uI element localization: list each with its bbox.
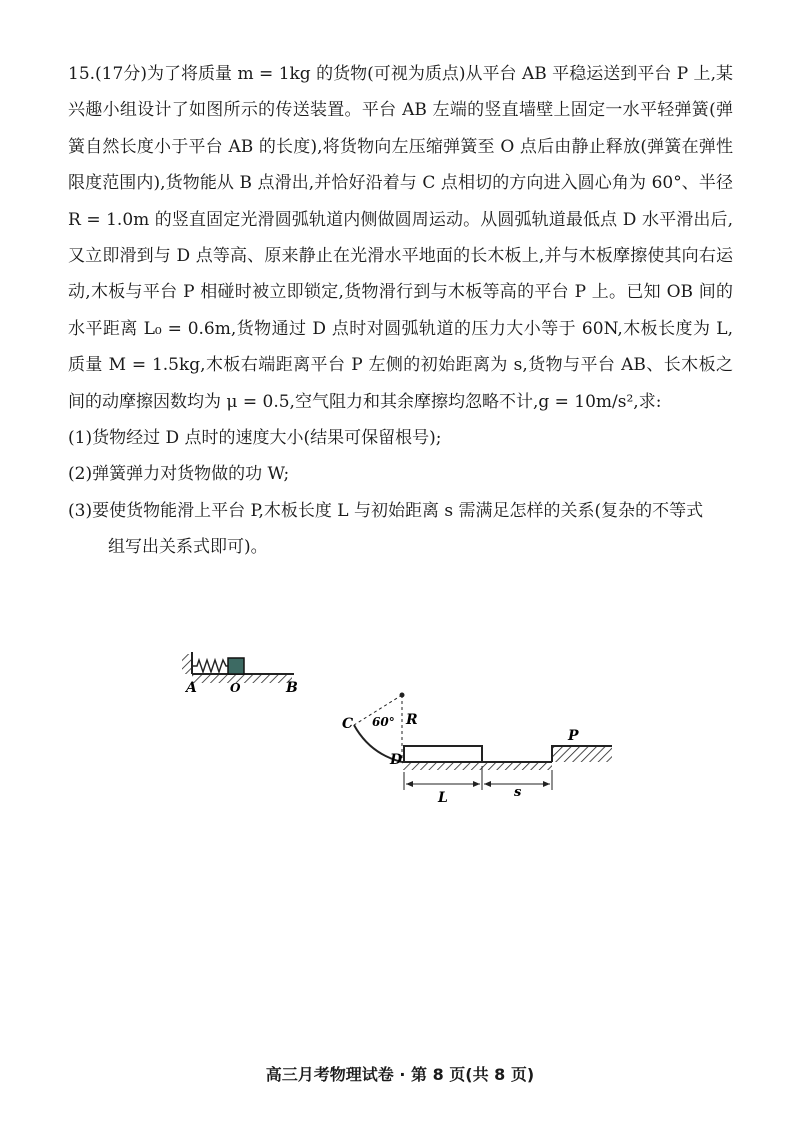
label-l: L [438, 790, 448, 806]
problem-stem [68, 56, 733, 420]
platform-ab [182, 652, 298, 696]
label-a: A [186, 680, 197, 696]
question-3-line-2: 组写出关系式即可)。 [108, 537, 268, 558]
problem-number: 15. [68, 64, 96, 84]
cargo-block [228, 658, 244, 674]
label-angle: 60° [372, 715, 395, 729]
label-o: O [230, 681, 241, 695]
long-plank [404, 746, 482, 762]
label-c: C [342, 716, 354, 732]
dimensions [404, 766, 552, 806]
label-s: s [514, 785, 522, 800]
dim-s-arrow-right [543, 781, 550, 787]
dim-l-arrow-left [406, 781, 413, 787]
ground-plank-platform-p [402, 728, 612, 770]
ground-hatch [402, 762, 552, 770]
dim-l-arrow-right [473, 781, 480, 787]
label-p: P [568, 728, 579, 744]
platform-ab-hatch [192, 674, 292, 683]
spring [192, 660, 228, 672]
apparatus-diagram [170, 638, 630, 818]
question-3 [68, 493, 733, 566]
question-3-line-1: (3)要使货物能滑上平台 P,木板长度 L 与初始距离 s 需满足怎样的关系(复杂的不等式 [68, 500, 704, 521]
problem-15 [68, 56, 733, 566]
question-2: (2)弹簧弹力对货物做的功 W; [68, 464, 290, 485]
label-d: D [390, 752, 403, 768]
label-r: R [406, 712, 418, 728]
label-b: B [286, 680, 298, 696]
problem-stem-text: 为了将质量 m = 1kg 的货物(可视为质点)从平台 AB 平稳运送到平台 P 上,某兴趣小组设计了如图所示的传送装置。平台 AB 左端的竖直墙壁上固定一水平轻弹簧(弹簧自然长度小于平台 AB 的长度),将货物向左压缩弹簧至 O 点后由静止释放(弹簧在弹性限度范围内),货物能从 B 点滑出,并恰好沿着与 C 点相切的方向进入圆心角为 60°、半径 R = 1.0m 的竖直固定光滑圆弧轨道内侧做圆周运动。从圆弧轨道最低点 D 水平滑出后,又立即滑到与 D 点等高、原来静止在光滑水平地面的长木板上,并与木板摩擦使其向右运动,木板与平台 P 相碰时被立即锁定,货物滑行到与木板等高的平台 P 上。已知 OB 间的水平距离 L₀ = 0.6m,货物通过 D 点时对圆弧轨道的压力大小等于 60N,木板长度为 L,质量 M = 1.5kg,木板右端距离平台 P 左侧的初始距离为 s,货物与平台 AB、长木板之间的动摩擦因数均为 μ = 0.5,空气阻力和其余摩擦均忽略不计,g = 10m/s²,求: [68, 64, 733, 412]
apparatus-figure [170, 638, 630, 818]
question-1: (1)货物经过 D 点时的速度大小(结果可保留根号); [68, 428, 442, 449]
wall-hatch [182, 654, 192, 674]
page-footer: 高三月考物理试卷 · 第 8 页(共 8 页) [265, 1065, 535, 1084]
dim-s-arrow-left [484, 781, 491, 787]
platform-p-hatch [552, 746, 612, 762]
problem-points: (17分) [95, 64, 147, 84]
